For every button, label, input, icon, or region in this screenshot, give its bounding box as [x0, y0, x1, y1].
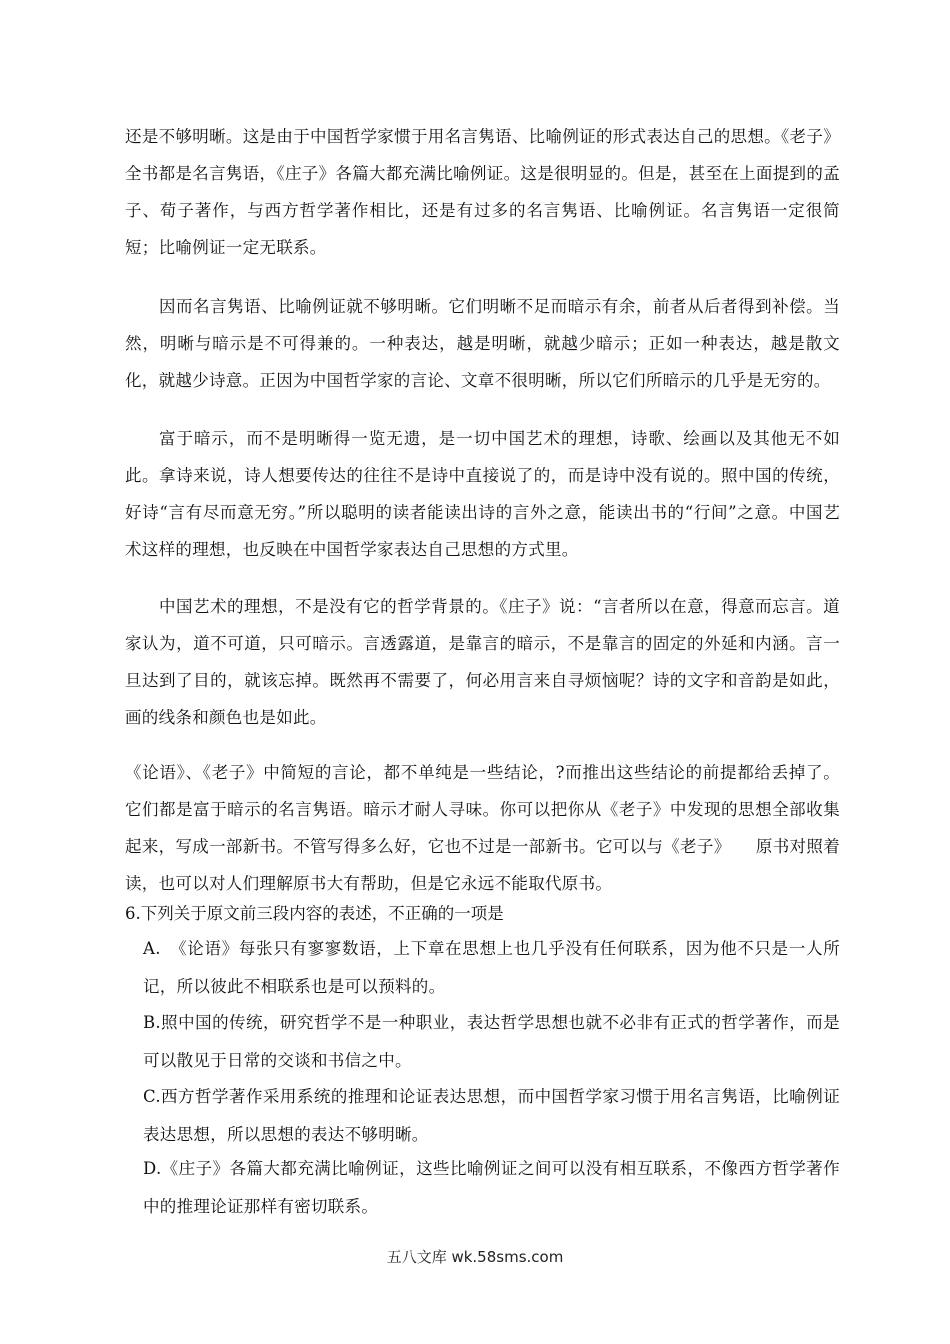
- paragraph-4: 中国艺术的理想，不是没有它的哲学背景的。《庄子》说：“言者所以在意，得意而忘言。道家认为，道不可道，只可暗示。言透露道，是靠言的暗示，不是靠言的固定的外延和内涵。言一旦达到了目的，就该忘掉。既然再不需要了，何必用言来自寻烦恼呢？诗的文字和音韵是如此，画的线条和颜色也是如此。: [125, 597, 840, 727]
- option-b: B.照中国的传统，研究哲学不是一种职业，表达哲学思想也就不必非有正式的哲学著作，而是可以散见于日常的交谈和书信之中。: [143, 1013, 840, 1070]
- option-d: D.《庄子》各篇大都充满比喻例证，这些比喻例证之间可以没有相互联系，不像西方哲学著作中的推理论证那样有密切联系。: [143, 1159, 840, 1216]
- paragraph-2: 因而名言隽语、比喻例证就不够明晰。它们明晰不足而暗示有余，前者从后者得到补偿。当然，明晰与暗示是不可得兼的。一种表达，越是明晰，就越少暗示；正如一种表达，越是散文化，就越少诗意。正因为中国哲学家的言论、文章不很明晰，所以它们所暗示的几乎是无穷的。: [125, 297, 840, 390]
- paragraph-5: 《论语》、《老子》中简短的言论，都不单纯是一些结论，?而推出这些结论的前提都给丢掉了。它们都是富于暗示的名言隽语。暗示才耐人寻味。你可以把你从《老子》中发现的思想全部收集起来，写成一部新书。不管写得多么好，它也不过是一部新书。它可以与《老子》 原书对照着读，也可以对人们理解原书大有帮助，但是它永远不能取代原书。: [125, 763, 840, 893]
- paragraph-1: 还是不够明晰。这是由于中国哲学家惯于用名言隽语、比喻例证的形式表达自己的思想。《老子》全书都是名言隽语，《庄子》各篇大都充满比喻例证。这是很明显的。但是，甚至在上面提到的孟子、荀子著作，与西方哲学著作相比，还是有过多的名言隽语、比喻例证。名言隽语一定很简短；比喻例证一定无联系。: [125, 127, 840, 257]
- footer-watermark: 五八文库 wk.58sms.com: [386, 1248, 564, 1266]
- paragraph-3: 富于暗示，而不是明晰得一览无遗，是一切中国艺术的理想，诗歌、绘画以及其他无不如此。拿诗来说，诗人想要传达的往往不是诗中直接说了的，而是诗中没有说的。照中国的传统，好诗“言有尽而意无穷。”所以聪明的读者能读出诗的言外之意，能读出书的“行间”之意。中国艺术这样的理想，也反映在中国哲学家表达自己思想的方式里。: [125, 429, 840, 559]
- option-a: A. 《论语》每张只有寥寥数语，上下章在思想上也几乎没有任何联系，因为他不只是一人所记，所以彼此不相联系也是可以预料的。: [143, 939, 840, 996]
- question-stem: 6.下列关于原文前三段内容的表述，不正确的一项是: [125, 904, 504, 923]
- option-c: C.西方哲学著作采用系统的推理和论证表达思想，而中国哲学家习惯于用名言隽语，比喻例证表达思想，所以思想的表达不够明晰。: [143, 1087, 840, 1144]
